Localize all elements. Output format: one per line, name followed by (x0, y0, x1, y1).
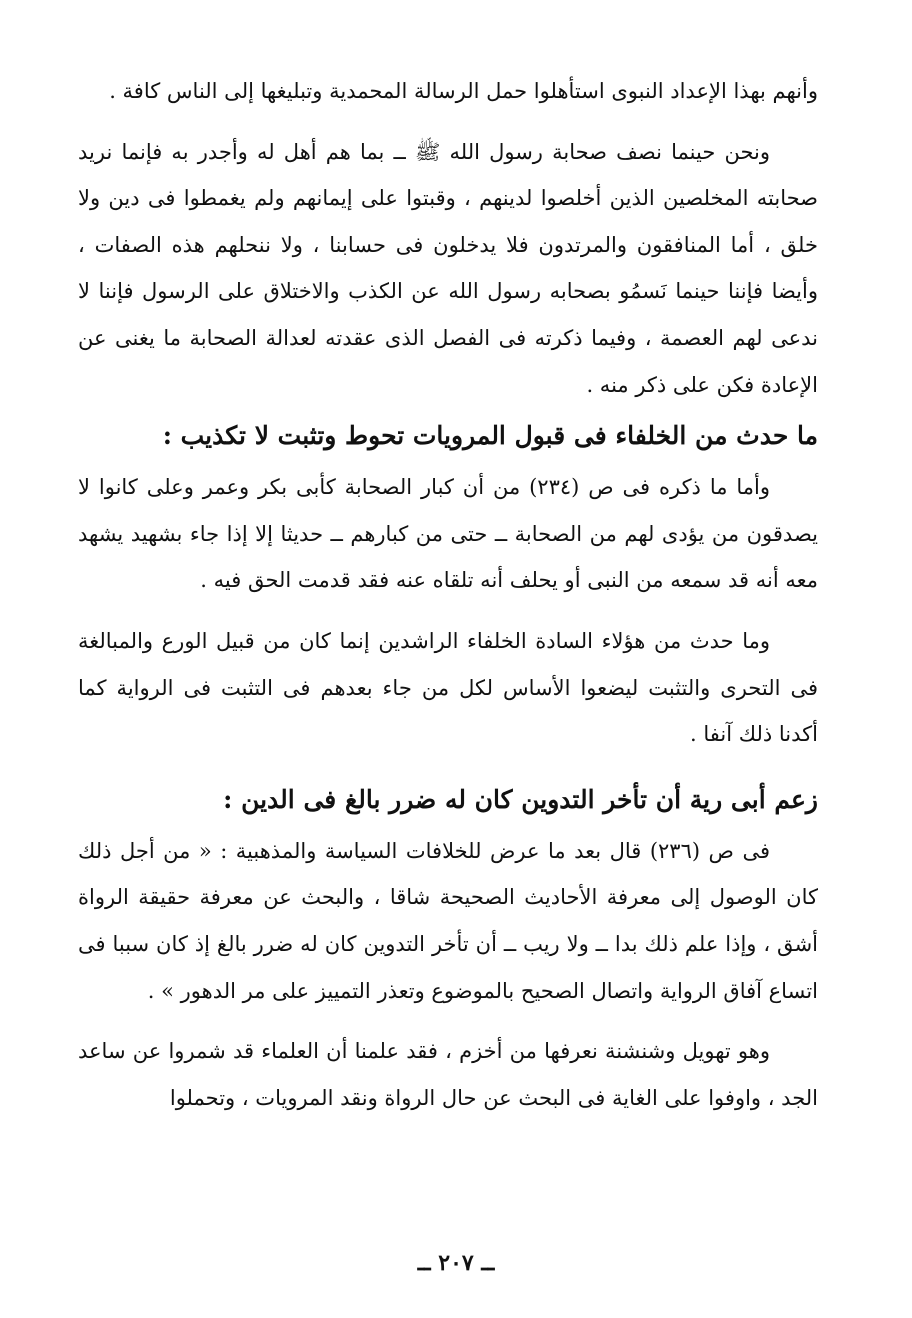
paragraph-1: وأنهم بهذا الإعداد النبوى استأهلوا حمل الرسالة المحمدية وتبليغها إلى الناس كافة . (109, 79, 818, 103)
section-heading-2: زعم أبى رية أن تأخر التدوين كان له ضرر بالغ فى الدين : (223, 784, 818, 814)
spacer (78, 1014, 818, 1028)
section-heading-1: ما حدث من الخلفاء فى قبول المرويات تحوط وتثبت لا تكذيب : (162, 421, 818, 451)
spacer (78, 758, 818, 772)
paragraph-4: وما حدث من هؤلاء السادة الخلفاء الراشدين إنما كان من قبيل الورع والمبالغة فى التحرى والتثبت ليضعوا الأساس لكل من جاء بعدهم فى التثبت فى الرواية كما أكدنا ذلك آنفا . (78, 628, 818, 747)
spacer (78, 115, 818, 129)
paragraph-6: وهو تهويل وشنشنة نعرفها من أخزم ، فقد علمنا أن العلماء قد شمروا عن ساعد الجد ، واوفوا على الغاية فى البحث عن حال الرواة ونقد المرويات ، وتحملوا (78, 1039, 818, 1110)
page-number: ــ ٢٠٧ ــ (417, 1250, 495, 1276)
paragraph-3: وأما ما ذكره فى ص (٢٣٤) من أن كبار الصحابة كأبى بكر وعمر وعلى كانوا لا يصدقون من يؤدى لهم من الصحابة ــ حتى من كبارهم ــ حديثا إلا إذا جاء بشهيد يشهد معه أنه قد سمعه من النبى أو يحلف أنه تلقاه عنه فقد قدمت الحق فيه . (78, 475, 818, 593)
spacer (78, 604, 818, 618)
page-body (78, 68, 818, 1121)
paragraph-2: ونحن حينما نصف صحابة رسول الله ﷺ ــ بما هم أهل له وأجدر به فإنما نريد صحابته المخلصين الذين أخلصوا لدينهم ، وقبتوا على إيمانهم ولم يغمطوا فى دين ولا خلق ، أما المنافقون والمرتدون فلا يدخلون فى حسابنا ، ولا ننحلهم هذه الصفات ، وأيضا فإننا حينما نَسمُو بصحابه رسول الله عن الكذب والاختلاق على الرسول فإننا لا ندعى لهم العصمة ، وفيما ذكرته فى الفصل الذى عقدته لعدالة الصحابة ما يغنى عن الإعادة فكن على ذكر منه . (78, 139, 818, 397)
paragraph-5: فى ص (٢٣٦) قال بعد ما عرض للخلافات السياسة والمذهبية : « من أجل ذلك كان الوصول إلى معرفة الأحاديث الصحيحة شاقا ، والبحث عن معرفة حقيقة الرواة أشق ، وإذا علم ذلك بدا ــ ولا ريب ــ أن تأخر التدوين كان له ضرر بالغ إذ كان سببا فى اتساع آفاق الرواية واتصال الصحيح بالموضوع وتعذر التمييز على مر الدهور » . (78, 838, 818, 1003)
